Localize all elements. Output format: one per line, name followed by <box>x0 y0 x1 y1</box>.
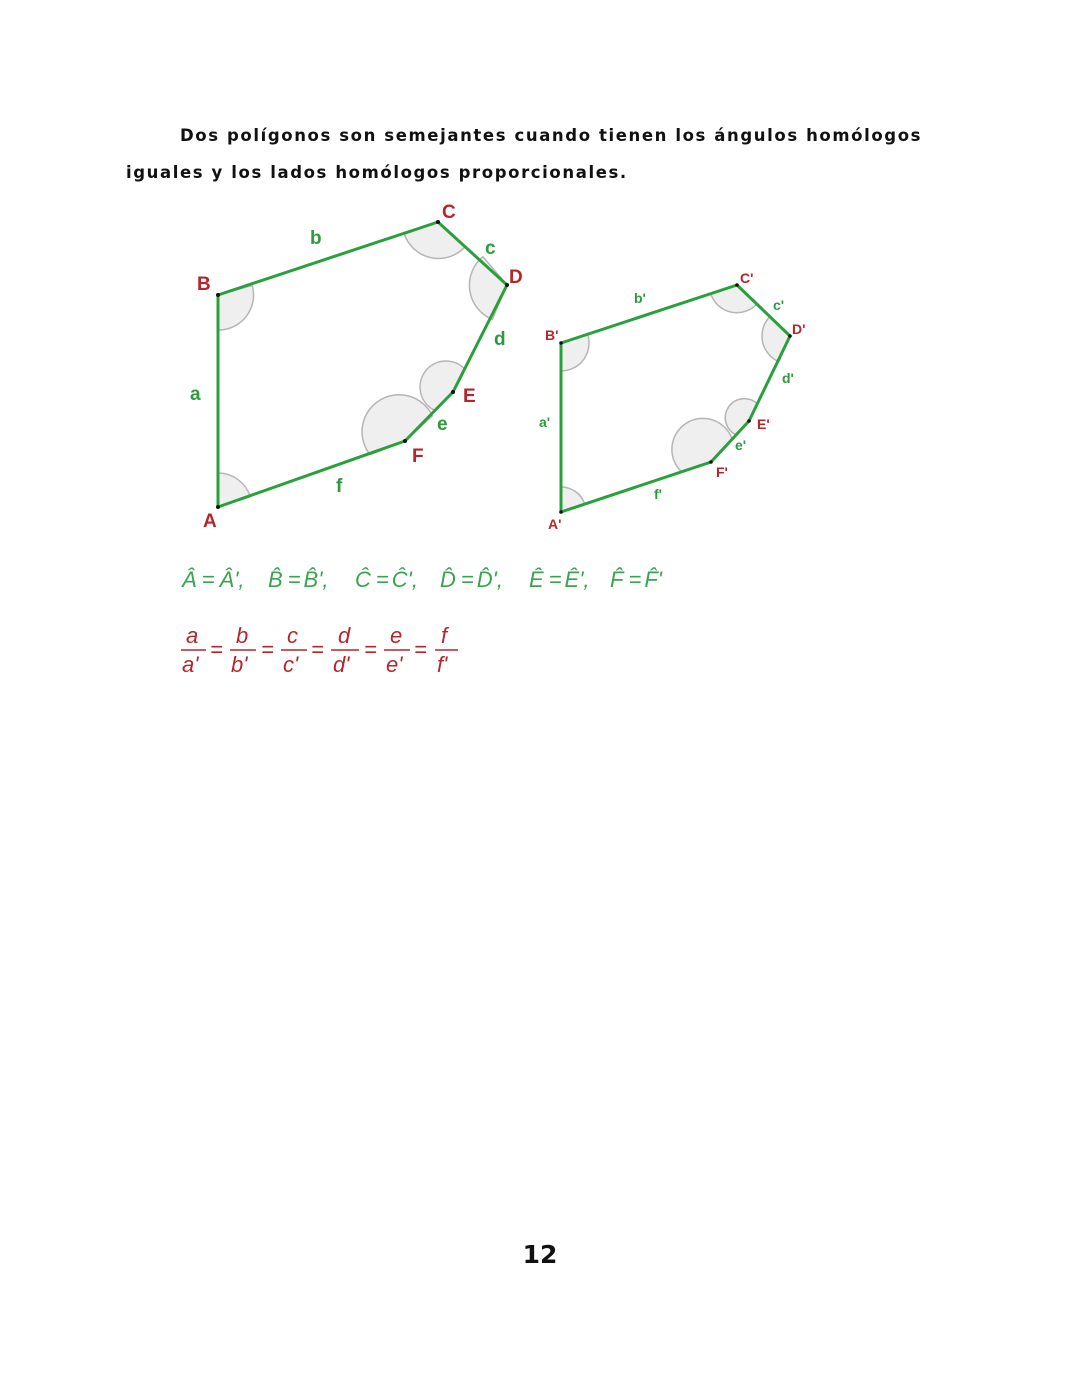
side-label-c: c <box>485 238 496 259</box>
side-label-e: e <box>437 414 448 435</box>
angle-eq-E: Ê = Ê', <box>529 567 590 592</box>
side-label-a: a <box>190 384 201 405</box>
ratio-num-d: d <box>338 623 351 648</box>
ratio-num-c: c <box>287 623 298 648</box>
point-B2 <box>559 341 563 345</box>
side-label-b2: b' <box>634 290 646 306</box>
vertex-label-B: B <box>197 274 211 295</box>
vertex-label-E2: E' <box>757 416 770 432</box>
vertex-label-F2: F' <box>716 464 728 480</box>
vertex-label-C2: C' <box>740 270 754 286</box>
side-label-e2: e' <box>735 437 747 453</box>
ratio-num-f: f <box>441 623 448 648</box>
side-label-b: b <box>310 228 322 249</box>
point-C2 <box>735 283 739 287</box>
point-E <box>451 390 455 394</box>
angles-equation <box>181 567 663 592</box>
ratio-num-e: e <box>390 623 403 648</box>
ratio-equals-2: = <box>261 637 274 662</box>
ratio-num-b: b <box>236 623 249 648</box>
polygon2-points <box>559 283 792 514</box>
polygon1-angles <box>218 222 507 507</box>
side-label-c2: c' <box>773 297 785 313</box>
vertex-label-B2: B' <box>545 327 559 343</box>
ratio-den-e: e' <box>386 652 403 677</box>
vertex-label-F: F <box>412 446 424 467</box>
paragraph-line-1: Dos polígonos son semejantes cuando tienen los ángulos homólogos <box>180 126 923 145</box>
point-E2 <box>747 419 751 423</box>
vertex-label-C: C <box>442 202 456 223</box>
side-b <box>218 222 438 295</box>
angle-eq-A: Â = Â', <box>182 567 245 592</box>
side-f2 <box>561 462 711 512</box>
vertex-label-A2: A' <box>548 516 562 532</box>
vertex-label-A: A <box>203 511 217 532</box>
ratio-den-f: f' <box>437 652 448 677</box>
ratio-equals-5: = <box>414 637 427 662</box>
ratio-equals-4: = <box>364 637 377 662</box>
side-label-f2: f' <box>654 486 662 502</box>
side-label-d: d <box>494 329 506 350</box>
ratio-den-a: a' <box>182 652 199 677</box>
side-label-f: f <box>336 476 343 497</box>
side-f <box>218 441 405 507</box>
ratio-den-d: d' <box>333 652 350 677</box>
ratio-den-b: b' <box>231 652 248 677</box>
point-A2 <box>559 510 563 514</box>
vertex-label-D2: D' <box>792 321 806 337</box>
angle-arc-C <box>404 222 464 258</box>
ratio-equals-3: = <box>311 637 324 662</box>
ratio-equals-1: = <box>210 637 223 662</box>
point-F <box>403 439 407 443</box>
angle-eq-D: D̂ = D̂', <box>440 567 503 592</box>
ratio-den-c: c' <box>283 652 299 677</box>
ratio-num-a: a <box>186 623 199 648</box>
angle-eq-B: B̂ = B̂', <box>268 567 329 592</box>
point-B <box>216 293 220 297</box>
side-label-a2: a' <box>539 414 551 430</box>
side-b2 <box>561 285 737 343</box>
angle-eq-C: Ĉ = Ĉ', <box>355 567 418 592</box>
page-number: 12 <box>522 1240 558 1269</box>
polygon1-edges <box>218 222 507 507</box>
side-label-d2: d' <box>782 370 794 386</box>
polygon2-angles <box>561 285 790 512</box>
point-C <box>436 220 440 224</box>
polygon2-edges <box>561 285 790 512</box>
angle-eq-F: F̂ = F̂' <box>610 567 662 592</box>
point-A <box>216 505 220 509</box>
vertex-label-E: E <box>463 386 476 407</box>
polygon1-points <box>216 220 509 509</box>
point-F2 <box>709 460 713 464</box>
paragraph-line-2: iguales y los lados homólogos proporcionales. <box>126 163 628 182</box>
vertex-label-D: D <box>509 267 523 288</box>
